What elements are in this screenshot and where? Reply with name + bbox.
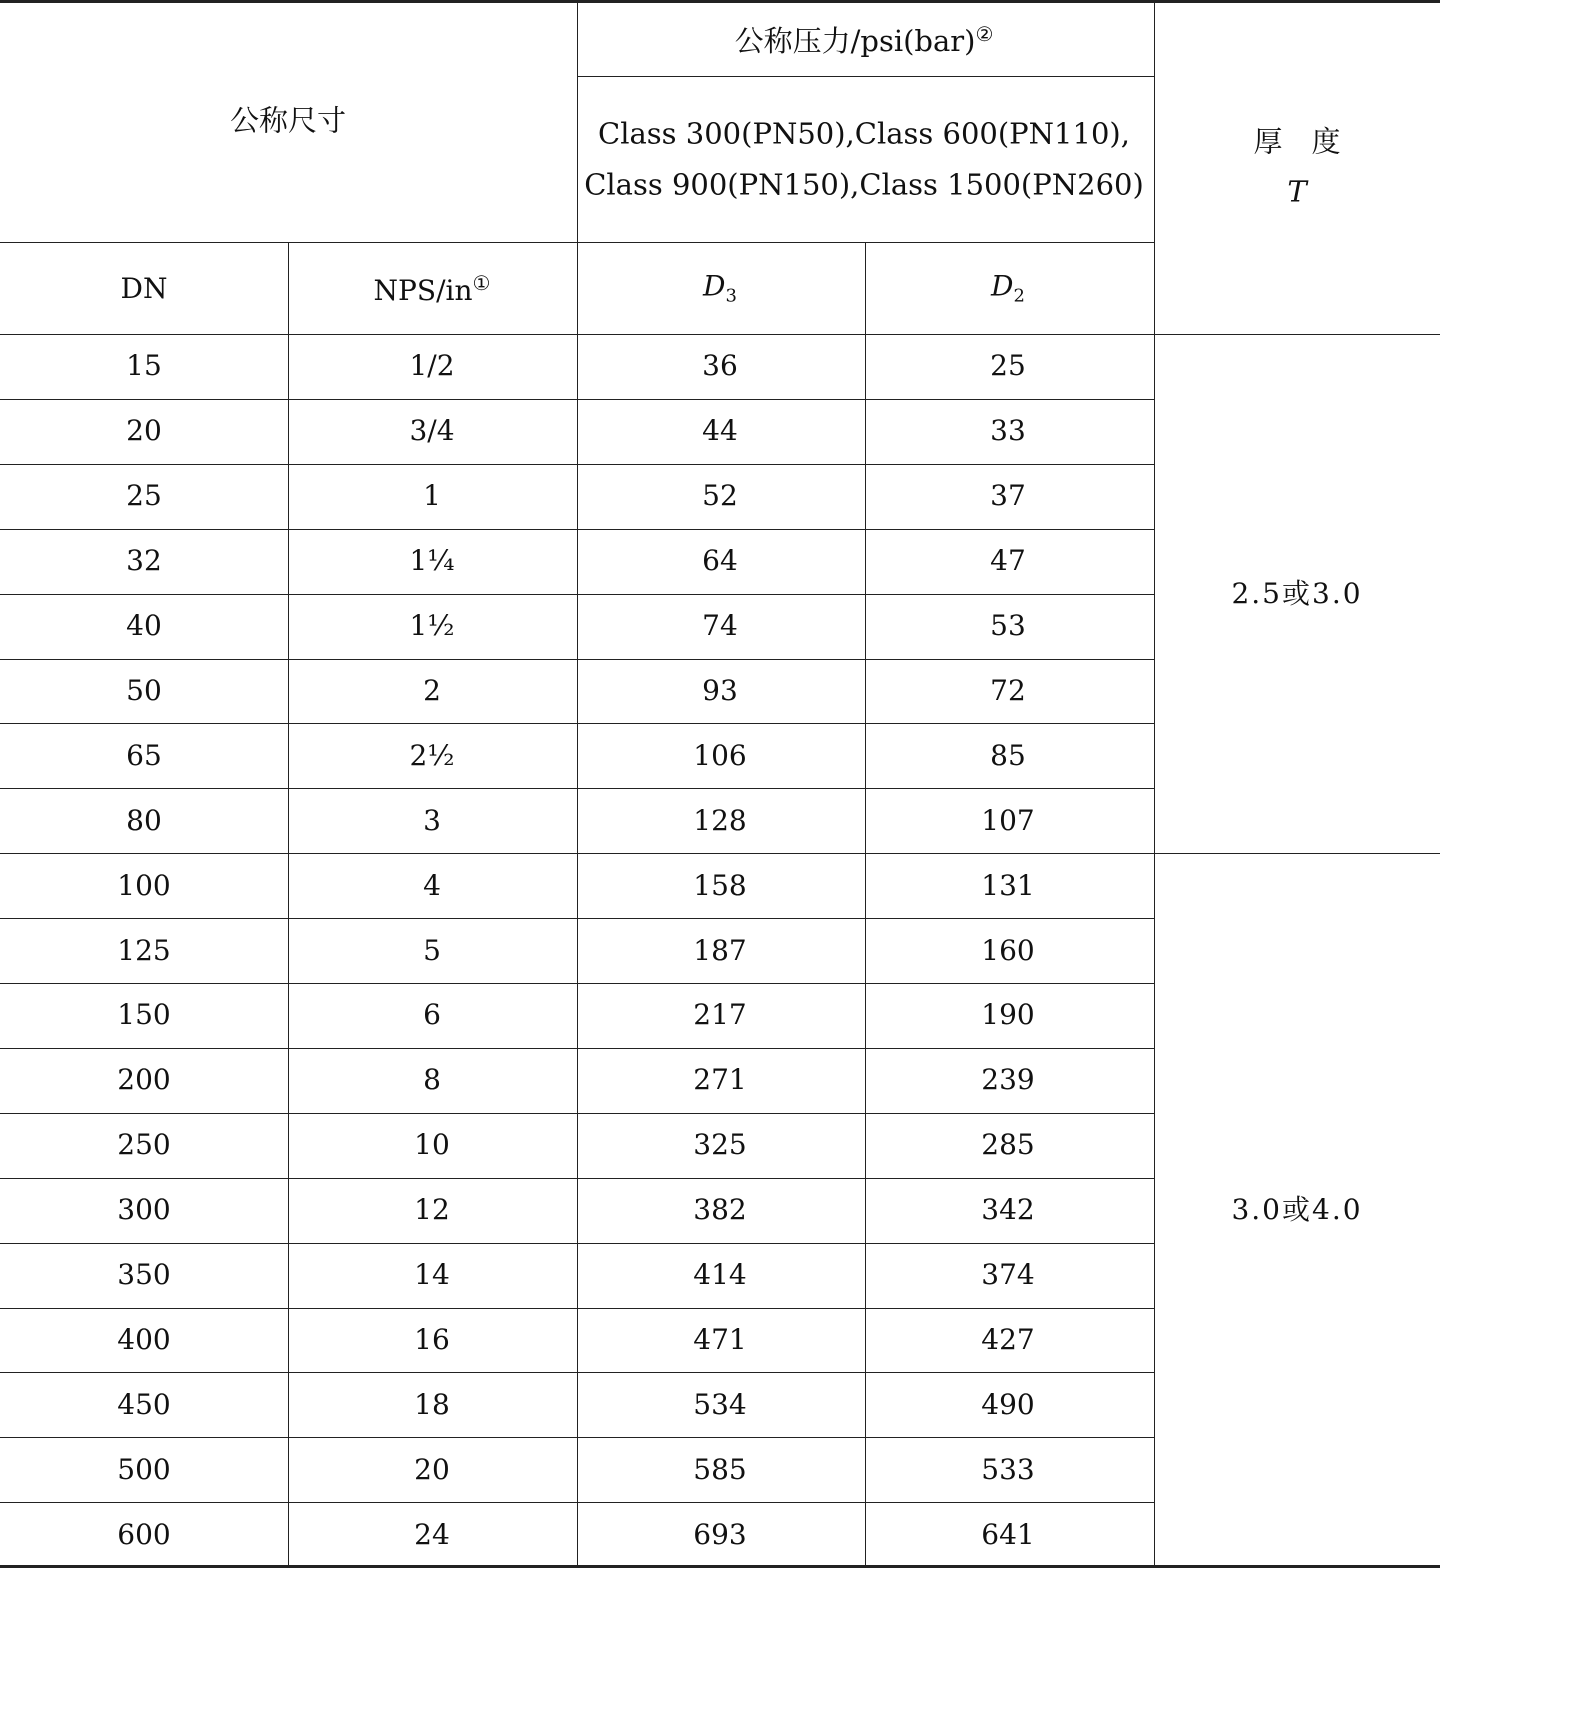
- cell-dn: 250: [117, 1128, 171, 1162]
- cell-d3: 74: [702, 609, 738, 643]
- cell-nps: 2: [423, 673, 441, 707]
- cell-d2: 427: [981, 1322, 1035, 1356]
- col-header-d2-sub: 2: [1013, 285, 1025, 307]
- header-nominal-pressure-text: 公称压力/psi(bar): [734, 24, 976, 58]
- thickness-value: 3.0或4.0: [1231, 1193, 1363, 1227]
- cell-d3: 128: [693, 803, 747, 837]
- cell-dn: 80: [126, 803, 162, 837]
- cell-d3: 36: [702, 349, 738, 383]
- cell-d2: 490: [981, 1387, 1035, 1421]
- cell-d2: 47: [990, 544, 1026, 578]
- vertical-rule: [577, 0, 578, 1565]
- cell-d2: 25: [990, 349, 1026, 383]
- cell-d3: 382: [693, 1193, 747, 1227]
- col-header-d3-sub: 3: [725, 285, 737, 307]
- vertical-rule: [1154, 0, 1155, 1565]
- cell-dn: 20: [126, 414, 162, 448]
- cell-d3: 414: [693, 1258, 747, 1292]
- cell-d2: 239: [981, 1063, 1035, 1097]
- cell-dn: 150: [117, 998, 171, 1032]
- cell-dn: 40: [126, 609, 162, 643]
- cell-nps: 18: [414, 1387, 450, 1421]
- cell-dn: 600: [117, 1517, 171, 1551]
- header-thickness-symbol: T: [1287, 174, 1307, 209]
- cell-nps: 16: [414, 1322, 450, 1356]
- cell-d3: 534: [693, 1387, 747, 1421]
- cell-nps: 1: [423, 479, 441, 513]
- cell-d3: 52: [702, 479, 738, 513]
- cell-nps: 3: [423, 803, 441, 837]
- col-header-nps-text: NPS/in: [373, 274, 473, 307]
- cell-dn: 300: [117, 1193, 171, 1227]
- cell-d3: 93: [702, 673, 738, 707]
- cell-nps: 3/4: [409, 414, 455, 448]
- vertical-rule: [288, 242, 289, 1565]
- col-header-d2-letter: D: [991, 269, 1014, 303]
- cell-nps: 6: [423, 998, 441, 1032]
- cell-d2: 85: [990, 738, 1026, 772]
- cell-d2: 533: [981, 1452, 1035, 1486]
- cell-d2: 33: [990, 414, 1026, 448]
- cell-dn: 350: [117, 1258, 171, 1292]
- horizontal-rule: [577, 76, 1154, 77]
- cell-dn: 65: [126, 738, 162, 772]
- cell-d3: 64: [702, 544, 738, 578]
- cell-d3: 325: [693, 1128, 747, 1162]
- cell-dn: 400: [117, 1322, 171, 1356]
- cell-d2: 131: [981, 868, 1035, 902]
- col-header-d2: [991, 269, 1025, 307]
- cell-d2: 53: [990, 609, 1026, 643]
- cell-d3: 158: [693, 868, 747, 902]
- cell-d2: 285: [981, 1128, 1035, 1162]
- cell-dn: 200: [117, 1063, 171, 1097]
- cell-d3: 187: [693, 933, 747, 967]
- cell-d3: 217: [693, 998, 747, 1032]
- cell-d3: 271: [693, 1063, 747, 1097]
- col-header-d3-letter: D: [703, 269, 726, 303]
- header-classes-line2: Class 900(PN150),Class 1500(PN260): [584, 167, 1144, 202]
- cell-d3: 471: [693, 1322, 747, 1356]
- cell-nps: 14: [414, 1258, 450, 1292]
- cell-nps: 1/2: [409, 349, 455, 383]
- horizontal-rule: [0, 334, 1440, 335]
- cell-nps: 1¼: [409, 544, 455, 578]
- cell-d3: 585: [693, 1452, 747, 1486]
- cell-d2: 107: [981, 803, 1035, 837]
- cell-nps: 5: [423, 933, 441, 967]
- cell-d3: 44: [702, 414, 738, 448]
- cell-nps: 12: [414, 1193, 450, 1227]
- header-nominal-pressure: [735, 24, 994, 56]
- col-header-dn: DN: [120, 272, 168, 305]
- cell-nps: 2½: [409, 738, 455, 772]
- cell-d2: 37: [990, 479, 1026, 513]
- header-thickness: 厚 度: [1253, 124, 1341, 159]
- cell-d2: 374: [981, 1258, 1035, 1292]
- cell-dn: 32: [126, 544, 162, 578]
- cell-nps: 20: [414, 1452, 450, 1486]
- cell-dn: 125: [117, 933, 171, 967]
- horizontal-rule: [0, 853, 1440, 854]
- vertical-rule: [865, 242, 866, 1565]
- thickness-value: 2.5或3.0: [1231, 576, 1363, 610]
- cell-dn: 450: [117, 1387, 171, 1421]
- horizontal-rule: [0, 1565, 1440, 1568]
- note-2-marker: ②: [975, 22, 994, 46]
- cell-d2: 72: [990, 673, 1026, 707]
- cell-d2: 190: [981, 998, 1035, 1032]
- cell-dn: 50: [126, 673, 162, 707]
- cell-d2: 342: [981, 1193, 1035, 1227]
- cell-d2: 641: [981, 1517, 1035, 1551]
- cell-dn: 100: [117, 868, 171, 902]
- cell-dn: 25: [126, 479, 162, 513]
- cell-d3: 106: [693, 738, 747, 772]
- cell-nps: 1½: [409, 609, 455, 643]
- cell-nps: 8: [423, 1063, 441, 1097]
- col-header-nps: [374, 273, 491, 305]
- note-1-marker: ①: [472, 271, 491, 295]
- col-header-d3: [703, 269, 737, 307]
- cell-dn: 15: [126, 349, 162, 383]
- header-nominal-size: 公称尺寸: [229, 103, 347, 138]
- header-classes-line1: Class 300(PN50),Class 600(PN110),: [598, 116, 1130, 151]
- cell-dn: 500: [117, 1452, 171, 1486]
- cell-d3: 693: [693, 1517, 747, 1551]
- cell-nps: 24: [414, 1517, 450, 1551]
- cell-nps: 10: [414, 1128, 450, 1162]
- cell-d2: 160: [981, 933, 1035, 967]
- horizontal-rule: [0, 0, 1440, 3]
- cell-nps: 4: [423, 868, 441, 902]
